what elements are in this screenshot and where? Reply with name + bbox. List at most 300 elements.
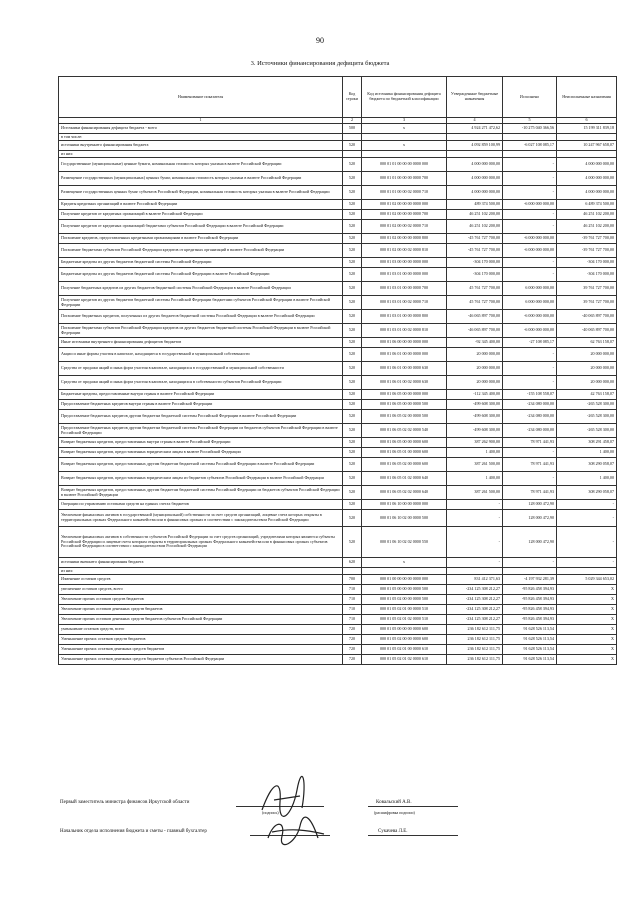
row-approved-cell: -112 345 400,00 xyxy=(447,390,503,400)
row-unexecuted-cell: 20 000 000,00 xyxy=(557,376,617,390)
row-approved-cell xyxy=(447,568,503,575)
row-line-code-cell: 520 xyxy=(343,310,362,324)
row-name-cell: Операции по управлению остатками средств на единых счетах бюджетов xyxy=(59,500,343,510)
table-row xyxy=(59,172,617,186)
row-executed-cell: 128 000 472,90 xyxy=(503,500,557,510)
table-row xyxy=(59,625,617,635)
row-executed-cell: -234 080 000,00 xyxy=(503,410,557,424)
row-name-cell: Возврат бюджетных кредитов, предоставленных юридическим лицам из бюджетов субъектов Российской Федерации в валюте Российской Федерации xyxy=(59,472,343,486)
row-line-code-cell: 520 xyxy=(343,458,362,472)
header-name: Наименование показателя xyxy=(59,77,343,118)
row-source-code-cell: 000 01 02 00 00 00 0000 700 xyxy=(362,210,447,220)
row-approved-cell: -304 170 000,00 xyxy=(447,258,503,268)
row-source-code-cell: 000 01 05 02 01 02 0000 610 xyxy=(362,655,447,665)
table-row xyxy=(59,310,617,324)
row-executed-cell: -95 826 458 394,93 xyxy=(503,585,557,595)
row-source-code-cell: 000 01 05 00 00 00 0000 500 xyxy=(362,585,447,595)
row-approved-cell: - xyxy=(447,558,503,568)
row-unexecuted-cell: - xyxy=(557,510,617,527)
row-executed-cell: - xyxy=(503,258,557,268)
row-source-code-cell: 000 01 06 05 00 00 0000 000 xyxy=(362,390,447,400)
row-name-cell: Предоставление бюджетных кредитов другим бюджетам бюджетной системы Российской Федерации из бюджетов субъектов Российской Федерации в валюте Российской Федерации xyxy=(59,424,343,438)
row-line-code-cell: 520 xyxy=(343,268,362,282)
row-approved-cell: -46 065 897 700,00 xyxy=(447,310,503,324)
row-source-code-cell: 000 01 03 01 00 00 0000 700 xyxy=(362,282,447,296)
row-unexecuted-cell: 39 761 727 700,00 xyxy=(557,296,617,310)
row-line-code-cell: 520 xyxy=(343,200,362,210)
row-unexecuted-cell: X xyxy=(557,585,617,595)
row-line-code-cell: 520 xyxy=(343,141,362,151)
row-approved-cell: -92 345 400,00 xyxy=(447,338,503,348)
row-unexecuted-cell: 20 000 000,00 xyxy=(557,348,617,362)
row-line-code-cell: 520 xyxy=(343,527,362,558)
row-source-code-cell: 000 01 05 02 00 00 0000 600 xyxy=(362,635,447,645)
row-executed-cell: - xyxy=(503,558,557,568)
name-line xyxy=(368,835,458,836)
row-source-code-cell: 000 01 06 10 00 00 0000 000 xyxy=(362,500,447,510)
row-name-cell: Средства от продажи акций и иных форм участия в капитале, находящихся в собственности субъектов Российской Федерации xyxy=(59,376,343,390)
row-name-cell: Возврат бюджетных кредитов, предоставленных другим бюджетам бюджетной системы Российской Федерации в валюте Российской Федерации xyxy=(59,458,343,472)
row-line-code-cell: 520 xyxy=(343,362,362,376)
row-name-cell: Иные источники внутреннего финансирования дефицитов бюджетов xyxy=(59,338,343,348)
row-name-cell: Размещение государственных (муниципальных) ценных бумаг, номинальная стоимость которых указана в валюте Российской Федерации xyxy=(59,172,343,186)
row-line-code-cell: 520 xyxy=(343,324,362,338)
row-unexecuted-cell: -304 170 000,00 xyxy=(557,258,617,268)
table-row xyxy=(59,134,617,141)
row-unexecuted-cell: X xyxy=(557,615,617,625)
row-unexecuted-cell: 20 000 000,00 xyxy=(557,362,617,376)
table-row xyxy=(59,348,617,362)
column-number: 5 xyxy=(503,118,557,124)
row-line-code-cell: 500 xyxy=(343,124,362,134)
section-title: 3. Источники финансирования дефицита бюджета xyxy=(250,60,390,67)
row-approved-cell: 20 000 000,00 xyxy=(447,376,503,390)
row-line-code-cell: 620 xyxy=(343,558,362,568)
table-row xyxy=(59,424,617,438)
row-line-code-cell: 520 xyxy=(343,500,362,510)
table-row xyxy=(59,400,617,410)
row-unexecuted-cell: 15 199 311 839,18 xyxy=(557,124,617,134)
row-approved-cell: 20 000 000,00 xyxy=(447,362,503,376)
table-row xyxy=(59,458,617,472)
table-row xyxy=(59,595,617,605)
table-row xyxy=(59,585,617,595)
row-executed-cell: 91 628 526 113,54 xyxy=(503,655,557,665)
row-source-code-cell: 000 01 06 05 02 02 0000 640 xyxy=(362,486,447,500)
row-executed-cell: -6 000 000 000,00 xyxy=(503,234,557,244)
table-row xyxy=(59,448,617,458)
row-name-cell: Получение кредитов из других бюджетов бюджетной системы Российской Федерации бюджетами субъектов Российской Федерации в валюте Российской Федерации xyxy=(59,296,343,310)
row-line-code-cell: 520 xyxy=(343,438,362,448)
row-executed-cell: -6 000 000 000,00 xyxy=(503,310,557,324)
row-name-cell: Государственные (муниципальные) ценные бумаги, номинальная стоимость которых указана в валюте Российской Федерации xyxy=(59,158,343,172)
column-number: 2 xyxy=(343,118,362,124)
column-number: 6 xyxy=(557,118,617,124)
row-line-code-cell: 520 xyxy=(343,296,362,310)
row-executed-cell: 78 971 441,93 xyxy=(503,458,557,472)
row-name-cell: Увеличение финансовых активов в государственной (муниципальной) собственности за счет средств организаций, лицевые счета которых открыты в территориальных органах Федерального казначейства или в финансовых органах в соответствии с законодательством Российской Федерации xyxy=(59,510,343,527)
row-executed-cell: - xyxy=(503,210,557,220)
row-approved-cell: -304 170 000,00 xyxy=(447,268,503,282)
row-name-cell: Уменьшение прочих остатков средств бюджетов xyxy=(59,635,343,645)
row-executed-cell: - xyxy=(503,172,557,186)
row-line-code-cell: 520 xyxy=(343,390,362,400)
row-unexecuted-cell: 10 247 967 658,07 xyxy=(557,141,617,151)
row-name-cell: Погашение бюджетами субъектов Российской Федерации кредитов из других бюджетов бюджетной системы Российской Федерации в валюте Российской Федерации xyxy=(59,324,343,338)
row-source-code-cell: 000 01 01 00 00 02 0000 710 xyxy=(362,186,447,200)
row-name-cell: Погашение бюджетами субъектов Российской Федерации кредитов от кредитных организаций в валюте Российской Федерации xyxy=(59,244,343,258)
row-line-code-cell: 520 xyxy=(343,486,362,500)
row-source-code-cell xyxy=(362,151,447,158)
row-source-code-cell: 000 01 03 00 00 00 0000 000 xyxy=(362,258,447,268)
table-row xyxy=(59,558,617,568)
row-approved-cell: 1 400,00 xyxy=(447,472,503,486)
name-line xyxy=(368,806,458,807)
row-name-cell: Уменьшение прочих остатков денежных средств бюджетов субъектов Российской Федерации xyxy=(59,655,343,665)
row-approved-cell: -46 065 897 700,00 xyxy=(447,324,503,338)
table-row xyxy=(59,568,617,575)
row-approved-cell: -234 125 308 212,27 xyxy=(447,605,503,615)
row-executed-cell: - xyxy=(503,472,557,486)
row-name-cell: Погашение кредитов, предоставленных кредитными организациями в валюте Российской Федерации xyxy=(59,234,343,244)
row-executed-cell: -6 000 000 000,00 xyxy=(503,324,557,338)
row-source-code-cell: 000 01 05 02 00 00 0000 500 xyxy=(362,595,447,605)
table-row xyxy=(59,210,617,220)
row-name-cell: из них: xyxy=(59,151,343,158)
header-code-line: Код строки xyxy=(343,77,362,118)
row-unexecuted-cell: 62 763 158,07 xyxy=(557,338,617,348)
row-line-code-cell: 520 xyxy=(343,210,362,220)
row-unexecuted-cell: 308 290 058,07 xyxy=(557,458,617,472)
table-row xyxy=(59,575,617,585)
row-source-code-cell: 000 01 06 10 02 00 0000 500 xyxy=(362,510,447,527)
row-unexecuted-cell: - xyxy=(557,527,617,558)
row-source-code-cell: 000 01 03 01 00 00 0000 800 xyxy=(362,310,447,324)
table-row xyxy=(59,151,617,158)
row-unexecuted-cell: -39 761 727 700,00 xyxy=(557,234,617,244)
row-executed-cell: -6 000 000 000,00 xyxy=(503,244,557,258)
row-unexecuted-cell xyxy=(557,568,617,575)
table-row xyxy=(59,244,617,258)
row-unexecuted-cell: 39 761 727 700,00 xyxy=(557,282,617,296)
chief-accountant-title: Начальник отдела исполнения бюджета и сметы - главный бухгалтер xyxy=(60,829,207,834)
row-source-code-cell: 000 01 02 00 00 00 0000 000 xyxy=(362,200,447,210)
row-line-code-cell: 720 xyxy=(343,645,362,655)
row-line-code-cell xyxy=(343,151,362,158)
table-row xyxy=(59,500,617,510)
row-executed-cell: -95 826 458 394,93 xyxy=(503,605,557,615)
row-name-cell: Размещение государственных ценных бумаг субъектов Российской Федерации, номинальная стоимость которых указана в валюте Российской Федерации xyxy=(59,186,343,200)
row-executed-cell: -95 826 458 394,93 xyxy=(503,595,557,605)
row-source-code-cell: 000 01 06 05 02 00 0000 500 xyxy=(362,410,447,424)
row-line-code-cell: 520 xyxy=(343,186,362,200)
table-row xyxy=(59,200,617,210)
row-executed-cell: -155 108 558,07 xyxy=(503,390,557,400)
row-executed-cell: 128 000 472,90 xyxy=(503,527,557,558)
row-approved-cell: -499 608 300,00 xyxy=(447,410,503,424)
row-name-cell: Возврат бюджетных кредитов, предоставленных юридическим лицам в валюте Российской Федерации xyxy=(59,448,343,458)
row-name-cell: Возврат бюджетных кредитов, предоставленных внутри страны в валюте Российской Федерации xyxy=(59,438,343,448)
row-name-cell: Получение кредитов от кредитных организаций бюджетами субъектов Российской Федерации в валюте Российской Федерации xyxy=(59,220,343,234)
row-executed-cell: - xyxy=(503,186,557,200)
row-approved-cell: 236 182 612 111,75 xyxy=(447,635,503,645)
row-name-cell: Бюджетные кредиты, предоставленные внутри страны в валюте Российской Федерации xyxy=(59,390,343,400)
table-row xyxy=(59,362,617,376)
row-executed-cell: -10 275 040 366,56 xyxy=(503,124,557,134)
row-source-code-cell: 000 01 06 01 00 00 0000 000 xyxy=(362,348,447,362)
row-line-code-cell xyxy=(343,134,362,141)
row-line-code-cell: 520 xyxy=(343,220,362,234)
header-unexecuted: Неисполненные назначения xyxy=(557,77,617,118)
row-approved-cell: 4 000 000 000,00 xyxy=(447,158,503,172)
row-unexecuted-cell: 42 763 158,07 xyxy=(557,390,617,400)
row-unexecuted-cell: X xyxy=(557,635,617,645)
row-approved-cell: 46 251 102 200,00 xyxy=(447,220,503,234)
table-row xyxy=(59,186,617,200)
row-executed-cell: -6 000 000 000,00 xyxy=(503,200,557,210)
row-source-code-cell: x xyxy=(362,124,447,134)
row-approved-cell: 387 261 500,00 xyxy=(447,486,503,500)
row-name-cell: Средства от продажи акций и иных форм участия в капитале, находящихся в государственной и муниципальной собственности xyxy=(59,362,343,376)
row-executed-cell: -95 826 458 394,93 xyxy=(503,615,557,625)
table-row xyxy=(59,282,617,296)
row-executed-cell: - xyxy=(503,362,557,376)
row-unexecuted-cell: X xyxy=(557,655,617,665)
row-executed-cell: 6 000 000 000,00 xyxy=(503,282,557,296)
row-approved-cell: 45 761 727 700,00 xyxy=(447,282,503,296)
row-approved-cell: 236 182 612 111,75 xyxy=(447,645,503,655)
row-unexecuted-cell xyxy=(557,151,617,158)
row-executed-cell: 91 628 526 113,54 xyxy=(503,645,557,655)
row-name-cell: Увеличение прочих остатков денежных средств бюджетов xyxy=(59,605,343,615)
signature-caption: (подпись) xyxy=(262,810,279,815)
row-line-code-cell: 520 xyxy=(343,348,362,362)
row-source-code-cell: x xyxy=(362,558,447,568)
row-approved-cell: 489 374 500,00 xyxy=(447,200,503,210)
row-approved-cell: 387 261 500,00 xyxy=(447,458,503,472)
row-line-code-cell: 720 xyxy=(343,635,362,645)
row-unexecuted-cell: -265 528 300,00 xyxy=(557,400,617,410)
table-row xyxy=(59,645,617,655)
row-executed-cell: 78 971 441,93 xyxy=(503,438,557,448)
table-row xyxy=(59,258,617,268)
row-source-code-cell: 000 01 05 00 00 00 0000 600 xyxy=(362,625,447,635)
row-executed-cell: -6 027 108 085,17 xyxy=(503,141,557,151)
table-row xyxy=(59,268,617,282)
row-unexecuted-cell: 4 000 000 000,00 xyxy=(557,158,617,172)
row-executed-cell: -234 080 000,00 xyxy=(503,400,557,410)
row-approved-cell: -234 125 308 212,27 xyxy=(447,585,503,595)
table-row xyxy=(59,635,617,645)
table-row xyxy=(59,234,617,244)
table-row xyxy=(59,472,617,486)
row-approved-cell: -234 125 308 212,27 xyxy=(447,615,503,625)
row-unexecuted-cell: 5 029 344 653,02 xyxy=(557,575,617,585)
row-approved-cell xyxy=(447,134,503,141)
chief-accountant-name: Сукачева Л.Е. xyxy=(378,829,408,834)
table-row xyxy=(59,124,617,134)
row-unexecuted-cell: -265 528 300,00 xyxy=(557,424,617,438)
row-unexecuted-cell: X xyxy=(557,625,617,635)
financing-sources-table xyxy=(58,76,617,665)
row-unexecuted-cell: -40 065 897 700,00 xyxy=(557,310,617,324)
row-source-code-cell: 000 01 03 01 00 02 0000 810 xyxy=(362,324,447,338)
row-name-cell: источники внешнего финансирования бюджета xyxy=(59,558,343,568)
row-name-cell: Предоставление бюджетных кредитов другим бюджетам бюджетной системы Российской Федерации в валюте Российской Федерации xyxy=(59,410,343,424)
page-number: 90 xyxy=(316,36,324,45)
row-source-code-cell: 000 01 02 00 00 00 0000 800 xyxy=(362,234,447,244)
row-source-code-cell: 000 01 01 00 00 00 0000 000 xyxy=(362,158,447,172)
column-number: 1 xyxy=(59,118,343,124)
row-unexecuted-cell: -39 761 727 700,00 xyxy=(557,244,617,258)
row-name-cell: увеличение остатков средств, всего xyxy=(59,585,343,595)
name-caption: (расшифровка подписи) xyxy=(374,810,415,815)
header-code-source: Код источника финансирования дефицита бюджета по бюджетной классификации xyxy=(362,77,447,118)
row-line-code-cell: 700 xyxy=(343,575,362,585)
row-approved-cell: -45 761 727 700,00 xyxy=(447,234,503,244)
row-unexecuted-cell: -265 528 300,00 xyxy=(557,410,617,424)
row-source-code-cell: 000 01 03 01 00 00 0000 000 xyxy=(362,268,447,282)
row-approved-cell: 45 761 727 700,00 xyxy=(447,296,503,310)
row-name-cell: Уменьшение прочих остатков денежных средств бюджетов xyxy=(59,645,343,655)
row-executed-cell: -27 108 085,17 xyxy=(503,338,557,348)
row-executed-cell: - xyxy=(503,448,557,458)
row-name-cell: Источники финансирования дефицита бюджета - всего xyxy=(59,124,343,134)
row-line-code-cell xyxy=(343,568,362,575)
first-deputy-name: Ковальский А.В. xyxy=(376,800,412,805)
row-line-code-cell: 710 xyxy=(343,605,362,615)
row-line-code-cell: 520 xyxy=(343,282,362,296)
row-line-code-cell: 520 xyxy=(343,424,362,438)
row-approved-cell: - xyxy=(447,500,503,510)
row-name-cell: Бюджетные кредиты из других бюджетов бюджетной системы Российской Федерации xyxy=(59,258,343,268)
table-row xyxy=(59,486,617,500)
table-row xyxy=(59,376,617,390)
row-executed-cell: 91 628 526 113,54 xyxy=(503,635,557,645)
table-row xyxy=(59,438,617,448)
row-unexecuted-cell: 1 400,00 xyxy=(557,448,617,458)
row-unexecuted-cell: 308 290 058,07 xyxy=(557,486,617,500)
row-source-code-cell: 000 01 05 02 01 00 0000 510 xyxy=(362,605,447,615)
row-line-code-cell: 520 xyxy=(343,258,362,268)
row-unexecuted-cell: 46 251 102 200,00 xyxy=(557,210,617,220)
row-approved-cell: 20 000 000,00 xyxy=(447,348,503,362)
row-name-cell: в том числе: xyxy=(59,134,343,141)
row-unexecuted-cell: X xyxy=(557,605,617,615)
row-name-cell: источники внутреннего финансирования бюджета xyxy=(59,141,343,151)
row-unexecuted-cell: 4 000 000 000,00 xyxy=(557,172,617,186)
table-row xyxy=(59,605,617,615)
row-line-code-cell: 520 xyxy=(343,400,362,410)
row-approved-cell: 1 400,00 xyxy=(447,448,503,458)
row-executed-cell: - xyxy=(503,220,557,234)
row-unexecuted-cell: 1 400,00 xyxy=(557,472,617,486)
row-unexecuted-cell: - xyxy=(557,500,617,510)
row-line-code-cell: 520 xyxy=(343,376,362,390)
row-approved-cell xyxy=(447,151,503,158)
row-source-code-cell: 000 01 06 00 00 00 0000 000 xyxy=(362,338,447,348)
row-name-cell: Предоставление бюджетных кредитов внутри страны в валюте Российской Федерации xyxy=(59,400,343,410)
row-name-cell: Получение бюджетных кредитов из других бюджетов бюджетной системы Российской Федерации в валюте Российской Федерации xyxy=(59,282,343,296)
row-approved-cell: 236 182 612 111,75 xyxy=(447,655,503,665)
row-unexecuted-cell: X xyxy=(557,595,617,605)
row-line-code-cell: 520 xyxy=(343,244,362,258)
row-approved-cell: 4 924 271 472,62 xyxy=(447,124,503,134)
row-approved-cell: - xyxy=(447,527,503,558)
row-source-code-cell: 000 01 06 05 01 02 0000 640 xyxy=(362,472,447,486)
row-unexecuted-cell: 46 251 102 200,00 xyxy=(557,220,617,234)
row-executed-cell: 78 971 441,93 xyxy=(503,486,557,500)
row-line-code-cell: 520 xyxy=(343,448,362,458)
row-source-code-cell: 000 01 06 05 02 00 0000 600 xyxy=(362,458,447,472)
handwritten-signature-chief-accountant xyxy=(262,814,330,848)
row-unexecuted-cell: X xyxy=(557,645,617,655)
row-approved-cell: 831 412 371,63 xyxy=(447,575,503,585)
row-source-code-cell: 000 01 00 00 00 00 0000 000 xyxy=(362,575,447,585)
row-name-cell: Бюджетные кредиты из других бюджетов бюджетной системы Российской Федерации в валюте Российской Федерации xyxy=(59,268,343,282)
row-name-cell: Погашение бюджетных кредитов, полученных из других бюджетов бюджетной системы Российской Федерации в валюте Российской Федерации xyxy=(59,310,343,324)
row-name-cell: Изменение остатков средств xyxy=(59,575,343,585)
row-executed-cell xyxy=(503,568,557,575)
table-row xyxy=(59,220,617,234)
row-executed-cell xyxy=(503,134,557,141)
row-source-code-cell: 000 01 06 05 00 00 0000 600 xyxy=(362,438,447,448)
row-line-code-cell: 520 xyxy=(343,234,362,244)
table-row xyxy=(59,527,617,558)
table-row xyxy=(59,296,617,310)
table-row xyxy=(59,410,617,424)
row-line-code-cell: 520 xyxy=(343,410,362,424)
row-source-code-cell: 000 01 02 00 00 02 0000 710 xyxy=(362,220,447,234)
row-line-code-cell: 520 xyxy=(343,158,362,172)
row-line-code-cell: 710 xyxy=(343,595,362,605)
row-unexecuted-cell: -40 065 897 700,00 xyxy=(557,324,617,338)
table-row xyxy=(59,615,617,625)
header-executed: Исполнено xyxy=(503,77,557,118)
row-approved-cell: 236 182 612 111,75 xyxy=(447,625,503,635)
table-row xyxy=(59,510,617,527)
row-source-code-cell: 000 01 05 02 01 02 0000 510 xyxy=(362,615,447,625)
row-executed-cell: - xyxy=(503,158,557,172)
table-row xyxy=(59,141,617,151)
row-unexecuted-cell: -304 170 000,00 xyxy=(557,268,617,282)
row-approved-cell: 46 251 102 200,00 xyxy=(447,210,503,220)
row-source-code-cell: 000 01 02 00 00 02 0000 810 xyxy=(362,244,447,258)
row-source-code-cell: 000 01 06 01 00 00 0000 630 xyxy=(362,362,447,376)
row-name-cell: Акции и иные формы участия в капитале, находящиеся в государственной и муниципальной собственности xyxy=(59,348,343,362)
row-executed-cell: 128 000 472,90 xyxy=(503,510,557,527)
row-name-cell: Увеличение прочих остатков средств бюджетов xyxy=(59,595,343,605)
row-approved-cell: 387 262 900,00 xyxy=(447,438,503,448)
row-source-code-cell: 000 01 06 10 02 02 0000 550 xyxy=(362,527,447,558)
row-executed-cell: 91 628 526 113,54 xyxy=(503,625,557,635)
row-source-code-cell: 000 01 06 05 00 00 0000 500 xyxy=(362,400,447,410)
row-executed-cell: 6 000 000 000,00 xyxy=(503,296,557,310)
row-source-code-cell: x xyxy=(362,141,447,151)
table-row xyxy=(59,390,617,400)
row-line-code-cell: 520 xyxy=(343,172,362,186)
column-number: 4 xyxy=(447,118,503,124)
row-unexecuted-cell: 4 000 000 000,00 xyxy=(557,186,617,200)
column-number: 3 xyxy=(362,118,447,124)
row-source-code-cell: 000 01 06 05 01 00 0000 600 xyxy=(362,448,447,458)
row-approved-cell: -234 125 308 212,27 xyxy=(447,595,503,605)
row-approved-cell: -499 608 300,00 xyxy=(447,424,503,438)
row-executed-cell: -234 080 000,00 xyxy=(503,424,557,438)
row-unexecuted-cell: 308 291 458,07 xyxy=(557,438,617,448)
row-approved-cell: -45 761 727 700,00 xyxy=(447,244,503,258)
first-deputy-title: Первый заместитель министра финансов Иркутской области xyxy=(60,800,190,805)
